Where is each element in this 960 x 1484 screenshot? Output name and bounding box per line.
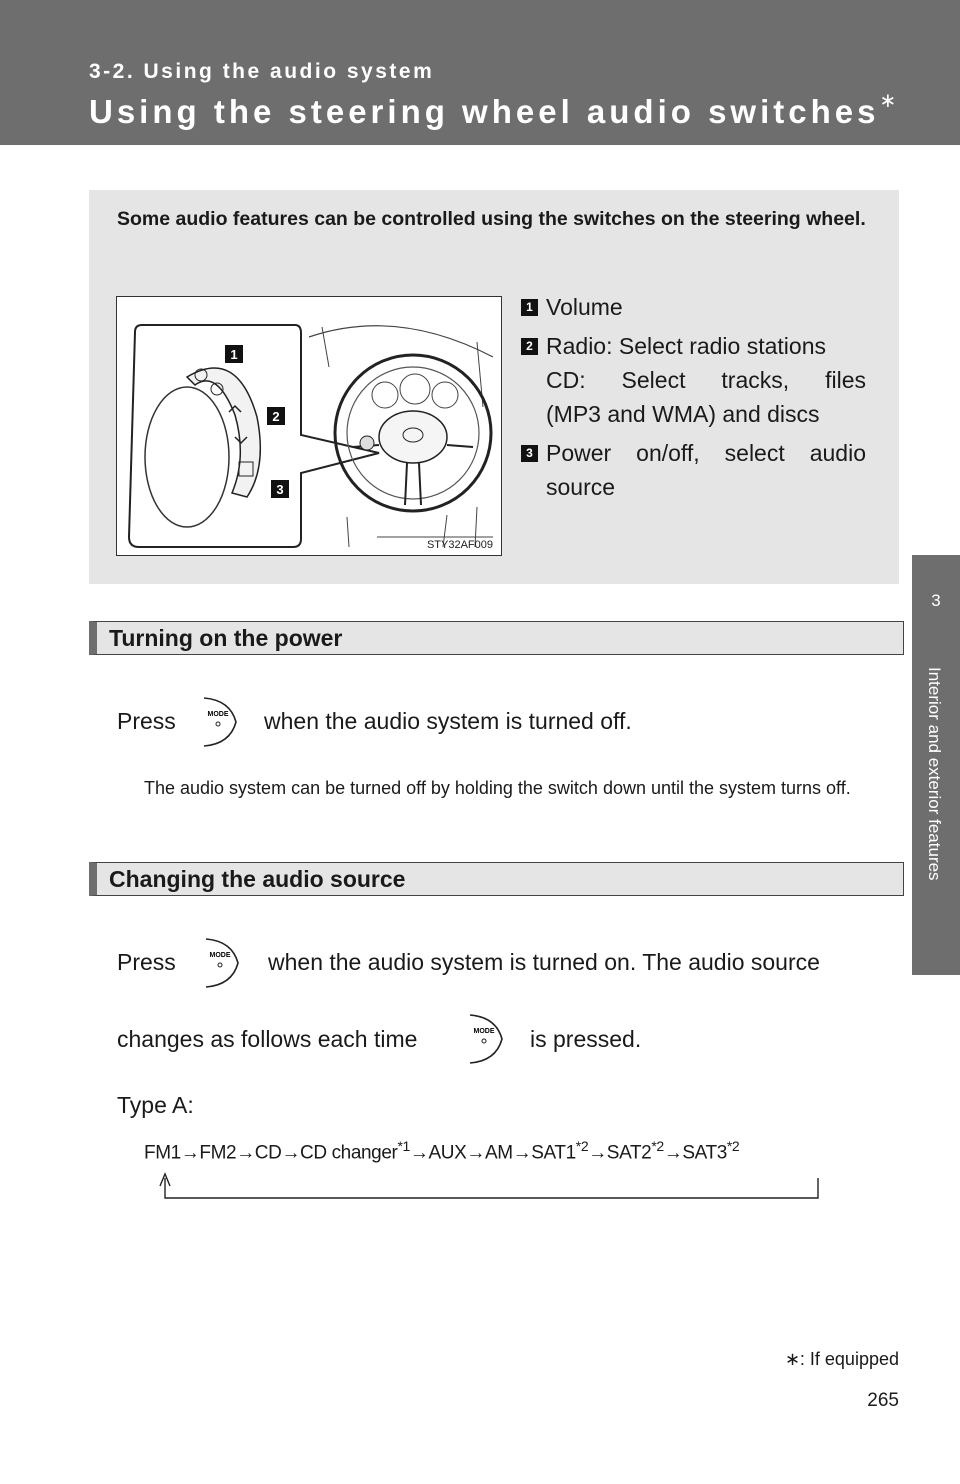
callout-badge-3: 3: [521, 445, 538, 462]
sequence-item: →SAT3: [663, 1142, 727, 1164]
section-label: 3-2. Using the audio system: [89, 60, 435, 83]
mode-button-icon: [200, 696, 240, 748]
callout-power-source: [521, 436, 866, 504]
source-line2-start: changes as follows each time: [117, 1026, 418, 1052]
mode-button-icon: [466, 1013, 506, 1065]
chapter-label: Interior and exterior features: [925, 667, 944, 881]
callout-badge-1: 1: [521, 299, 538, 316]
mode-icon-label: MODE: [209, 952, 231, 959]
section-heading-text: Changing the audio source: [109, 866, 406, 892]
power-instruction: [117, 708, 176, 735]
section-heading-power: [89, 621, 904, 655]
intro-box: [89, 190, 899, 584]
section-heading-source: [89, 862, 904, 896]
steering-wheel-illustration: [117, 297, 501, 555]
power-note: The audio system can be turned off by holding the switch down until the system turns off.: [144, 778, 851, 798]
sequence-item: →AUX→AM→SAT1: [409, 1142, 576, 1164]
chapter-tab: [912, 555, 960, 975]
page-header: [0, 0, 960, 145]
mode-icon-label: MODE: [207, 711, 229, 718]
page-number: 265: [867, 1390, 899, 1411]
section-heading-text: Turning on the power: [109, 625, 343, 651]
loop-back-arrow: [156, 1172, 826, 1206]
callout-text: CD: Select tracks, files: [546, 367, 866, 393]
callout-badge-2: 2: [521, 338, 538, 355]
steering-wheel-figure: [116, 296, 502, 556]
sequence-footnote: *1: [397, 1138, 410, 1154]
page-title: [89, 92, 900, 131]
sequence-footnote: *2: [651, 1138, 664, 1154]
audio-source-sequence: [144, 1138, 739, 1164]
sequence-item: FM1→FM2→CD→CD changer: [144, 1142, 398, 1164]
callout-radio-cd: [521, 329, 866, 431]
source-press-text: Press: [117, 949, 176, 975]
sequence-item: →SAT2: [588, 1142, 652, 1164]
press-text: Press: [117, 708, 176, 734]
callout-text: source: [546, 474, 616, 500]
sequence-footnote: *2: [575, 1138, 589, 1154]
footnote-if-equipped: ∗: If equipped: [784, 1349, 899, 1369]
callout-list: [521, 290, 866, 509]
chapter-number: 3: [931, 591, 941, 610]
title-footnote-mark: ∗: [879, 90, 901, 112]
callout-text: Power on/off, select audio: [546, 440, 866, 466]
callout-text: (MP3 and WMA) and discs: [546, 401, 820, 427]
source-line2-rest: is pressed.: [530, 1026, 642, 1052]
intro-text: Some audio features can be controlled using the switches on the steering wheel.: [117, 208, 866, 230]
source-line1-rest: when the audio system is turned on. The audio source: [268, 949, 820, 975]
mode-icon-label: MODE: [473, 1028, 495, 1035]
svg-text:1: 1: [230, 347, 238, 362]
callout-text: Radio: Select radio stations: [546, 333, 826, 359]
svg-text:2: 2: [272, 409, 280, 424]
callout-text: Volume: [546, 294, 623, 320]
page-title-text: Using the steering wheel audio switches: [89, 93, 880, 130]
callout-volume: [521, 290, 866, 324]
type-label: Type A:: [117, 1092, 194, 1118]
svg-text:3: 3: [276, 482, 284, 497]
power-instruction-rest: when the audio system is turned off.: [264, 708, 632, 734]
mode-button-icon: [202, 937, 242, 989]
sequence-footnote: *2: [726, 1138, 740, 1154]
figure-code: STY32AF009: [426, 539, 493, 551]
